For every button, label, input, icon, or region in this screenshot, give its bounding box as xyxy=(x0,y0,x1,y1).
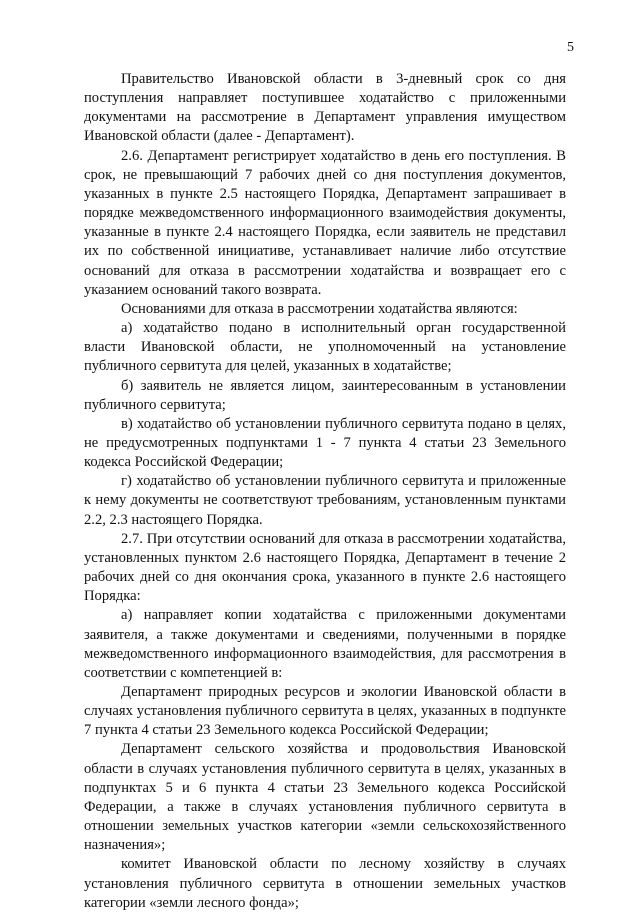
paragraph: Департамент сельского хозяйства и продовольствия Ивановской области в случаях установления публичного сервитута в целях, указанных в подпунктах 5 и 6 пункта 4 статьи 23 Земельного кодекса Российской Федерации, а также в случаях установления публичного сервитута в отношении земельных участков категории «земли сельскохозяйственного назначения»; xyxy=(84,741,566,854)
paragraph: г) ходатайство об установлении публичного сервитута и приложенные к нему документы не соответствуют требованиям, установленным пунктами 2.2, 2.3 настоящего Порядка. xyxy=(84,473,566,528)
paragraph: 2.6. Департамент регистрирует ходатайство в день его поступления. В срок, не превышающий 7 рабочих дней со дня поступления документов, указанных в пункте 2.5 настоящего Порядка, Департамент запрашивает в порядке межведомственного информационного взаимодействия документы, указанные в пункте 2.4 настоящего Порядка, если заявитель не представил их по собственной инициативе, устанавливает наличие либо отсутствие оснований для отказа в рассмотрении ходатайства и возвращает его с указанием оснований такого возврата. xyxy=(84,147,566,298)
paragraph: б) заявитель не является лицом, заинтересованным в установлении публичного сервитута; xyxy=(84,377,566,413)
paragraph: Правительство Ивановской области в 3-дневный срок со дня поступления направляет поступившее ходатайство с приложенными документами на рассмотрение в Департамент управления имуществом Ивановской области (далее - Департамент). xyxy=(84,71,566,145)
paragraph: Основаниями для отказа в рассмотрении ходатайства являются: xyxy=(121,300,518,317)
paragraph: в) ходатайство об установлении публичного сервитута подано в целях, не предусмотренных подпунктами 1 - 7 пункта 4 статьи 23 Земельного кодекса Российской Федерации; xyxy=(84,415,566,471)
paragraph: комитет Ивановской области по лесному хозяйству в случаях установления публичного сервитута в отношении земельных участков категории «земли лесного фонда»; xyxy=(84,856,566,911)
document-body xyxy=(84,70,566,913)
paragraph: 2.7. При отсутствии оснований для отказа в рассмотрении ходатайства, установленных пунктом 2.6 настоящего Порядка, Департамент в течение 2 рабочих дней со дня окончания срока, указанного в пункте 2.6 настоящего Порядка: xyxy=(84,530,566,605)
paragraph: Департамент природных ресурсов и экологии Ивановской области в случаях установления публичного сервитута в целях, указанных в подпункте 7 пункта 4 статьи 23 Земельного кодекса Российской Федерации; xyxy=(84,684,566,739)
paragraph: а) направляет копии ходатайства с приложенными документами заявителя, а также документами и сведениями, полученными в порядке межведомственного информационного взаимодействия, для рассмотрения в соответствии с компетенцией в: xyxy=(84,607,566,681)
paragraph: а) ходатайство подано в исполнительный орган государственной власти Ивановской области, не уполномоченный на установление публичного сервитута для целей, указанных в ходатайстве; xyxy=(84,320,566,375)
page-number: 5 xyxy=(567,40,574,55)
